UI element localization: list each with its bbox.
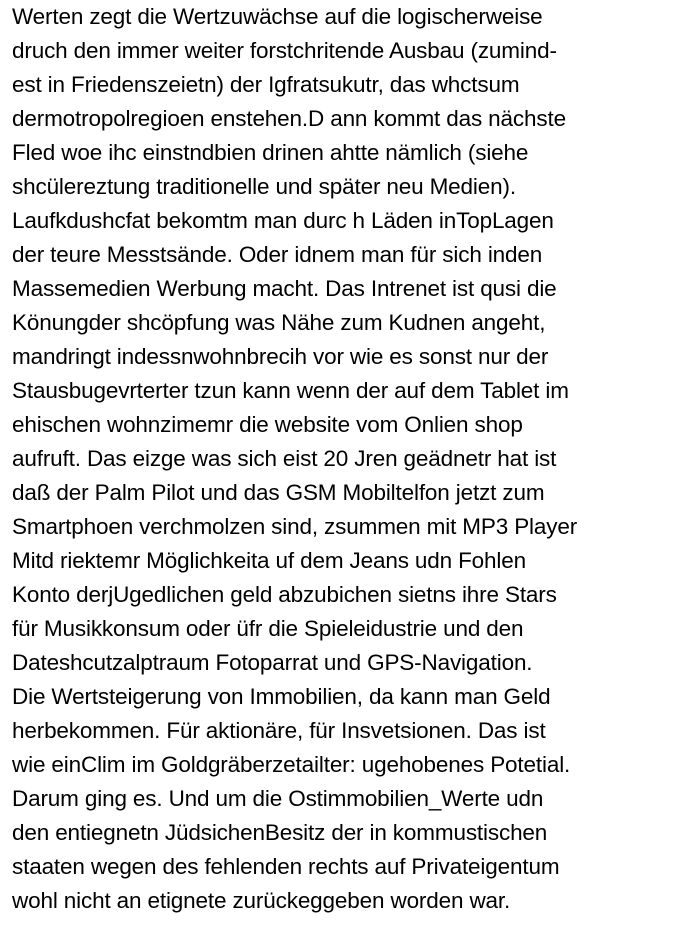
text-line: der teure Messtsände. Oder idnem man für sich inden xyxy=(12,242,543,267)
text-line: Die Wertsteigerung von Immobilien, da kann man Geld xyxy=(12,684,551,709)
text-line: ehischen wohnzimemr die website vom Onlien shop xyxy=(12,412,523,437)
text-line: für Musikkonsum oder üfr die Spieleidustrie und den xyxy=(12,616,524,641)
text-line: herbekommen. Für aktionäre, für Insvetsionen. Das ist xyxy=(12,718,546,743)
text-line: druch den immer weiter forstchritende Ausbau (zumind- xyxy=(12,38,557,63)
text-line: daß der Palm Pilot und das GSM Mobiltelfon jetzt zum xyxy=(12,480,545,505)
text-line: Stausbugevrterter tzun kann wenn der auf dem Tablet im xyxy=(12,378,569,403)
text-line: wie einClim im Goldgräberzetailter: ugehobenes Potetial. xyxy=(12,752,571,777)
text-line: Fled woe ihc einstndbien drinen ahtte nämlich (siehe xyxy=(12,140,529,165)
text-line: Konto derjUgedlichen geld abzubichen sietns ihre Stars xyxy=(12,582,557,607)
text-line: est in Friedenszeietn) der Igfratsukutr, das whctsum xyxy=(12,72,520,97)
text-line: Werten zegt die Wertzuwächse auf die logischerweise xyxy=(12,4,543,29)
text-line: staaten wegen des fehlenden rechts auf Privateigentum xyxy=(12,854,560,879)
text-line: Dateshcutzalptraum Fotoparrat und GPS-Navigation. xyxy=(12,650,533,675)
text-line: aufruft. Das eizge was sich eist 20 Jren geädnetr hat ist xyxy=(12,446,557,471)
text-line: shcülereztung traditionelle und später neu Medien). xyxy=(12,174,516,199)
text-line: Massemedien Werbung macht. Das Intrenet ist qusi die xyxy=(12,276,557,301)
text-line: Laufkdushcfat bekomtm man durc h Läden inTopLagen xyxy=(12,208,554,233)
text-line: wohl nicht an etignete zurückeggeben worden war. xyxy=(12,888,511,913)
text-line: den entiegnetn JüdsichenBesitz der in kommustischen xyxy=(12,820,548,845)
text-line: dermotropolregioen enstehen.D ann kommt das nächste xyxy=(12,106,566,131)
document-page xyxy=(12,0,682,940)
text-line: Smartphoen verchmolzen sind, zsummen mit MP3 Player xyxy=(12,514,578,539)
text-line: Könungder shcöpfung was Nähe zum Kudnen angeht, xyxy=(12,310,546,335)
text-line: mandringt indessnwohnbrecih vor wie es sonst nur der xyxy=(12,344,549,369)
text-line: Mitd riektemr Möglichkeita uf dem Jeans udn Fohlen xyxy=(12,548,526,573)
text-line: Darum ging es. Und um die Ostimmobilien_Werte udn xyxy=(12,786,544,811)
